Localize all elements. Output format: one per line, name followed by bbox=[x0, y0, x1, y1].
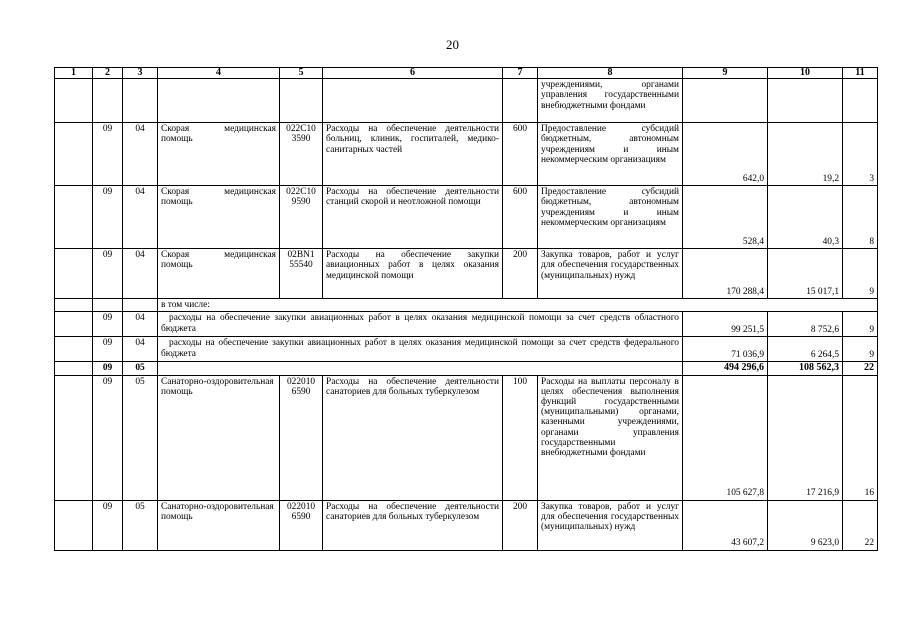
cell-expense-type bbox=[503, 79, 538, 123]
cell-expense-name: учреждениями, органами управления государственными внебюджетными фондами bbox=[538, 79, 683, 123]
cell-value-9: 43 607,2 bbox=[683, 500, 768, 550]
cell-value-11: 3 bbox=[843, 123, 878, 186]
span-text: расходы на обеспечение закупки авиационных работ в целях оказания медицинской помощи за счет средств федерального бюджета bbox=[158, 337, 683, 362]
cell-empty bbox=[158, 362, 683, 375]
cell-value-10: 19,2 bbox=[768, 123, 843, 186]
cell-expense-type: 600 bbox=[503, 186, 538, 249]
table-row bbox=[55, 299, 878, 312]
cell-section: 09 bbox=[93, 375, 123, 500]
cell-name: Санаторно-оздоровительная помощь bbox=[158, 375, 280, 500]
cell-expense-name: Предоставление субсидий бюджетным, автономным учреждениям и иным некоммерческим организациям bbox=[538, 186, 683, 249]
cell-subsection: 05 bbox=[123, 375, 158, 500]
cell-expense-type: 100 bbox=[503, 375, 538, 500]
cell-section: 09 bbox=[93, 186, 123, 249]
cell-expense-type: 600 bbox=[503, 123, 538, 186]
cell-target-name: Расходы на обеспечение закупки авиационных работ в целях оказания медицинской помощи bbox=[323, 249, 503, 299]
cell-value-10: 17 216,9 bbox=[768, 375, 843, 500]
page-number: 20 bbox=[446, 37, 459, 52]
cell-value-9: 170 288,4 bbox=[683, 249, 768, 299]
cell-col1 bbox=[55, 79, 93, 123]
cell-section bbox=[93, 79, 123, 123]
cell-value-10 bbox=[768, 79, 843, 123]
cell-target-code bbox=[280, 79, 323, 123]
cell-subsection: 05 bbox=[123, 500, 158, 550]
cell-col1 bbox=[55, 299, 93, 312]
cell-target-name bbox=[323, 79, 503, 123]
budget-table bbox=[54, 67, 878, 551]
column-header: 3 bbox=[123, 68, 158, 79]
cell-value-11: 9 bbox=[843, 312, 878, 337]
cell-total-9: 494 296,6 bbox=[683, 362, 768, 375]
cell-value-9 bbox=[683, 79, 768, 123]
column-header: 8 bbox=[538, 68, 683, 79]
cell-target-code: 022010 6590 bbox=[280, 375, 323, 500]
cell-value-9: 71 036,9 bbox=[683, 337, 768, 362]
cell-col1 bbox=[55, 312, 93, 337]
cell-col1 bbox=[55, 375, 93, 500]
cell-target-name: Расходы на обеспечение деятельности санаториев для больных туберкулезом bbox=[323, 375, 503, 500]
cell-value-10: 9 623,0 bbox=[768, 500, 843, 550]
table-body bbox=[55, 68, 878, 551]
cell-section: 09 bbox=[93, 123, 123, 186]
cell-section: 09 bbox=[93, 362, 123, 375]
cell-total-10: 108 562,3 bbox=[768, 362, 843, 375]
cell-value-9: 642,0 bbox=[683, 123, 768, 186]
cell-value-11: 22 bbox=[843, 500, 878, 550]
cell-col1 bbox=[55, 186, 93, 249]
column-header: 1 bbox=[55, 68, 93, 79]
cell-target-name: Расходы на обеспечение деятельности станций скорой и неотложной помощи bbox=[323, 186, 503, 249]
cell-subsection: 04 bbox=[123, 123, 158, 186]
cell-expense-type: 200 bbox=[503, 500, 538, 550]
cell-expense-type: 200 bbox=[503, 249, 538, 299]
column-header: 7 bbox=[503, 68, 538, 79]
note-text: в том числе: bbox=[158, 299, 878, 312]
cell-value-11: 9 bbox=[843, 337, 878, 362]
cell-value-11: 16 bbox=[843, 375, 878, 500]
cell-value-10: 40,3 bbox=[768, 186, 843, 249]
cell-value-9: 99 251,5 bbox=[683, 312, 768, 337]
cell-section: 09 bbox=[93, 500, 123, 550]
table-row bbox=[55, 362, 878, 375]
cell-value-10: 8 752,6 bbox=[768, 312, 843, 337]
cell-col1 bbox=[55, 249, 93, 299]
cell-section: 09 bbox=[93, 312, 123, 337]
cell-subsection bbox=[123, 79, 158, 123]
cell-target-code: 022010 6590 bbox=[280, 500, 323, 550]
column-header: 4 bbox=[158, 68, 280, 79]
cell-col1 bbox=[55, 123, 93, 186]
cell-value-10: 6 264,5 bbox=[768, 337, 843, 362]
cell-section: 09 bbox=[93, 249, 123, 299]
cell-subsection: 04 bbox=[123, 312, 158, 337]
table-row bbox=[55, 186, 878, 249]
cell-target-code: 022С10 9590 bbox=[280, 186, 323, 249]
cell-section: 09 bbox=[93, 337, 123, 362]
cell-subsection: 04 bbox=[123, 186, 158, 249]
cell-expense-name: Закупка товаров, работ и услуг для обеспечения государственных (муниципальных) нужд bbox=[538, 500, 683, 550]
cell-target-code: 022С10 3590 bbox=[280, 123, 323, 186]
cell-col1 bbox=[55, 500, 93, 550]
table-row bbox=[55, 500, 878, 550]
cell-value-11: 8 bbox=[843, 186, 878, 249]
table-row bbox=[55, 123, 878, 186]
column-header: 5 bbox=[280, 68, 323, 79]
cell-name: Скорая медицинская помощь bbox=[158, 123, 280, 186]
column-header: 6 bbox=[323, 68, 503, 79]
cell-expense-name: Предоставление субсидий бюджетным, автономным учреждениям и иным некоммерческим организациям bbox=[538, 123, 683, 186]
cell-value-9: 105 627,8 bbox=[683, 375, 768, 500]
cell-col1 bbox=[55, 362, 93, 375]
cell-value-9: 528,4 bbox=[683, 186, 768, 249]
table-row bbox=[55, 312, 878, 337]
column-header: 9 bbox=[683, 68, 768, 79]
cell-subsection: 04 bbox=[123, 337, 158, 362]
cell-name: Скорая медицинская помощь bbox=[158, 186, 280, 249]
column-header: 10 bbox=[768, 68, 843, 79]
cell-target-name: Расходы на обеспечение деятельности санаториев для больных туберкулезом bbox=[323, 500, 503, 550]
span-text: расходы на обеспечение закупки авиационных работ в целях оказания медицинской помощи за счет средств областного бюджета bbox=[158, 312, 683, 337]
table-row bbox=[55, 249, 878, 299]
cell-value-10: 15 017,1 bbox=[768, 249, 843, 299]
table-row bbox=[55, 375, 878, 500]
column-header: 11 bbox=[843, 68, 878, 79]
column-header: 2 bbox=[93, 68, 123, 79]
cell-col1 bbox=[55, 337, 93, 362]
cell-name: Скорая медицинская помощь bbox=[158, 249, 280, 299]
cell-subsection bbox=[123, 299, 158, 312]
cell-expense-name: Расходы на выплаты персоналу в целях обеспечения выполнения функций государственными (муниципальными) органами, казенными учреждениями, органами управления государственными внебюджетными фондами bbox=[538, 375, 683, 500]
cell-expense-name: Закупка товаров, работ и услуг для обеспечения государственных (муниципальных) нужд bbox=[538, 249, 683, 299]
cell-section bbox=[93, 299, 123, 312]
header-row bbox=[55, 68, 878, 79]
cell-target-name: Расходы на обеспечение деятельности больниц, клиник, госпиталей, медико-санитарных частей bbox=[323, 123, 503, 186]
cell-target-code: 02BN1 55540 bbox=[280, 249, 323, 299]
cell-value-11: 9 bbox=[843, 249, 878, 299]
table-row bbox=[55, 337, 878, 362]
cell-subsection: 05 bbox=[123, 362, 158, 375]
table-row bbox=[55, 79, 878, 123]
cell-subsection: 04 bbox=[123, 249, 158, 299]
cell-name: Санаторно-оздоровительная помощь bbox=[158, 500, 280, 550]
cell-name bbox=[158, 79, 280, 123]
cell-value-11 bbox=[843, 79, 878, 123]
cell-total-11: 22 bbox=[843, 362, 878, 375]
